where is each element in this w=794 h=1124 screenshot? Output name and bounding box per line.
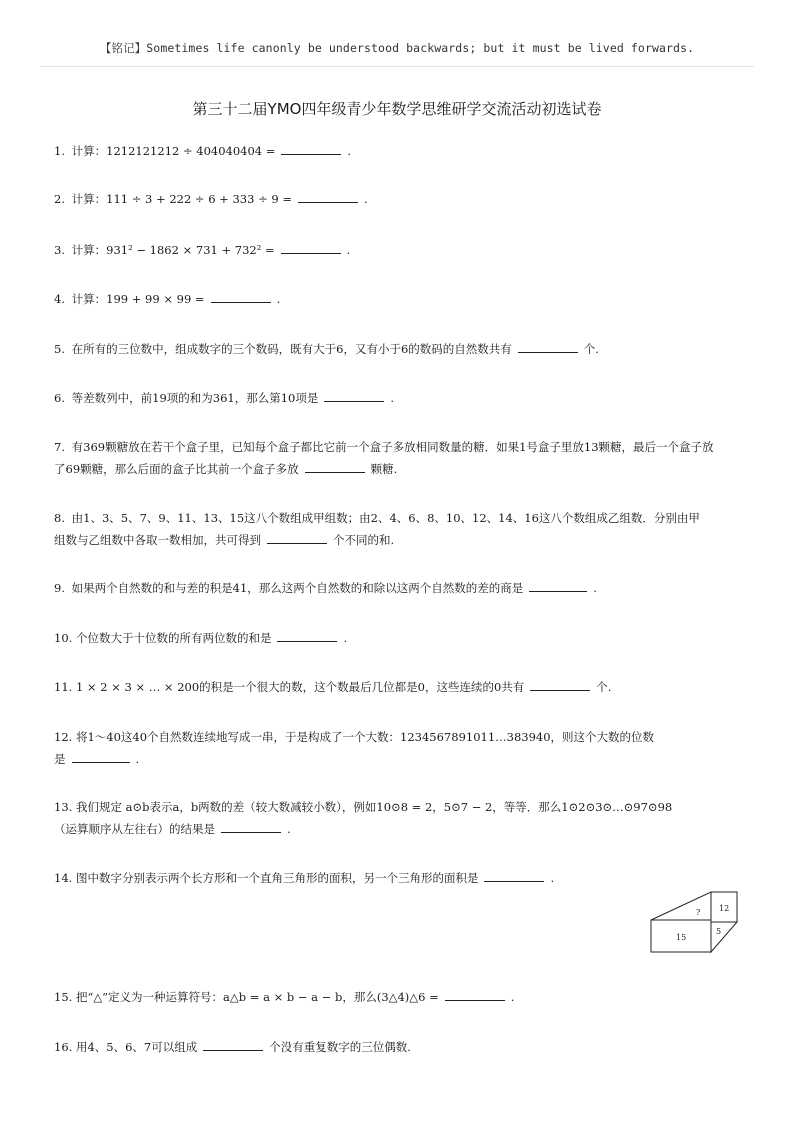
question-15: 15. 把“△”定义为一种运算符号：a△b = a × b − a − b，那么(3△4)△6 = . xyxy=(54,990,515,1004)
answer-blank[interactable] xyxy=(530,678,590,691)
exam-title: 第三十二届YMO四年级青少年数学思维研学交流活动初选试卷 xyxy=(192,100,602,118)
answer-blank[interactable] xyxy=(203,1038,263,1051)
triangle-unknown xyxy=(651,892,711,920)
question-8: 8. 由1、3、5、7、9、11、13、15这八个数组成甲组数；由2、4、6、8、10、12、14、16这八个数组成乙组数．分别由甲 组数与乙组数中各取一数相加，共可得到 个不同的和. xyxy=(54,511,700,547)
answer-blank[interactable] xyxy=(281,142,341,155)
label-12: 12 xyxy=(719,904,730,913)
answer-blank[interactable] xyxy=(221,820,281,833)
label-15: 15 xyxy=(676,933,687,942)
header-divider xyxy=(40,66,754,67)
motto-header: 【铭记】Sometimes life canonly be understood backwards; but it must be lived forwards. xyxy=(99,41,695,55)
answer-blank[interactable] xyxy=(298,190,358,203)
question-6: 6. 等差数列中，前19项的和为361，那么第10项是 . xyxy=(54,391,395,405)
question-4: 4. 计算：199 + 99 × 99 = . xyxy=(54,292,281,306)
answer-blank[interactable] xyxy=(281,241,341,254)
question-10: 10. 个位数大于十位数的所有两位数的和是 . xyxy=(54,631,348,645)
answer-blank[interactable] xyxy=(277,629,337,642)
answer-blank[interactable] xyxy=(445,988,505,1001)
label-unknown: ? xyxy=(696,908,701,917)
answer-blank[interactable] xyxy=(211,290,271,303)
right-triangle-5 xyxy=(711,922,737,952)
question-2: 2. 计算：111 ÷ 3 + 222 ÷ 6 + 333 ÷ 9 = . xyxy=(54,192,368,206)
question-14: 14. 图中数字分别表示两个长方形和一个直角三角形的面积，另一个三角形的面积是 . xyxy=(54,871,555,885)
answer-blank[interactable] xyxy=(267,531,327,544)
question-5: 5. 在所有的三位数中，组成数字的三个数码，既有大于6，又有小于6的数码的自然数共有 个. xyxy=(54,342,599,356)
answer-blank[interactable] xyxy=(305,460,365,473)
label-5: 5 xyxy=(716,927,722,936)
answer-blank[interactable] xyxy=(518,340,578,353)
question-3: 3. 计算：931² − 1862 × 731 + 732² = . xyxy=(54,243,351,257)
answer-blank[interactable] xyxy=(484,869,544,882)
question-1: 1. 计算：1212121212 ÷ 404040404 = . xyxy=(54,144,352,158)
answer-blank[interactable] xyxy=(529,579,587,592)
answer-blank[interactable] xyxy=(72,750,130,763)
rectangle-triangle-figure xyxy=(648,890,748,956)
question-7: 7. 有369颗糖放在若干个盒子里，已知每个盒子都比它前一个盒子多放相同数量的糖．如果1号盒子里放13颗糖，最后一个盒子放 了69颗糖，那么后面的盒子比其前一个盒子多放 颗糖. xyxy=(54,440,714,476)
question-11: 11. 1 × 2 × 3 × … × 200的积是一个很大的数，这个数最后几位都是0，这些连续的0共有 个. xyxy=(54,680,612,694)
question-13: 13. 我们规定 a⊙b表示a，b两数的差（较大数减较小数），例如10⊙8 = 2，5⊙7 − 2，等等．那么1⊙2⊙3⊙…⊙97⊙98 （运算顺序从左往右）的结果是 . xyxy=(54,800,673,836)
question-9: 9. 如果两个自然数的和与差的积是41，那么这两个自然数的和除以这两个自然数的差的商是 . xyxy=(54,581,597,595)
question-12: 12. 将1～40这40个自然数连续地写成一串，于是构成了一个大数：1234567891011…383940，则这个大数的位数 是 . xyxy=(54,730,655,766)
question-16: 16. 用4、5、6、7可以组成 个没有重复数字的三位偶数. xyxy=(54,1040,411,1054)
answer-blank[interactable] xyxy=(324,389,384,402)
